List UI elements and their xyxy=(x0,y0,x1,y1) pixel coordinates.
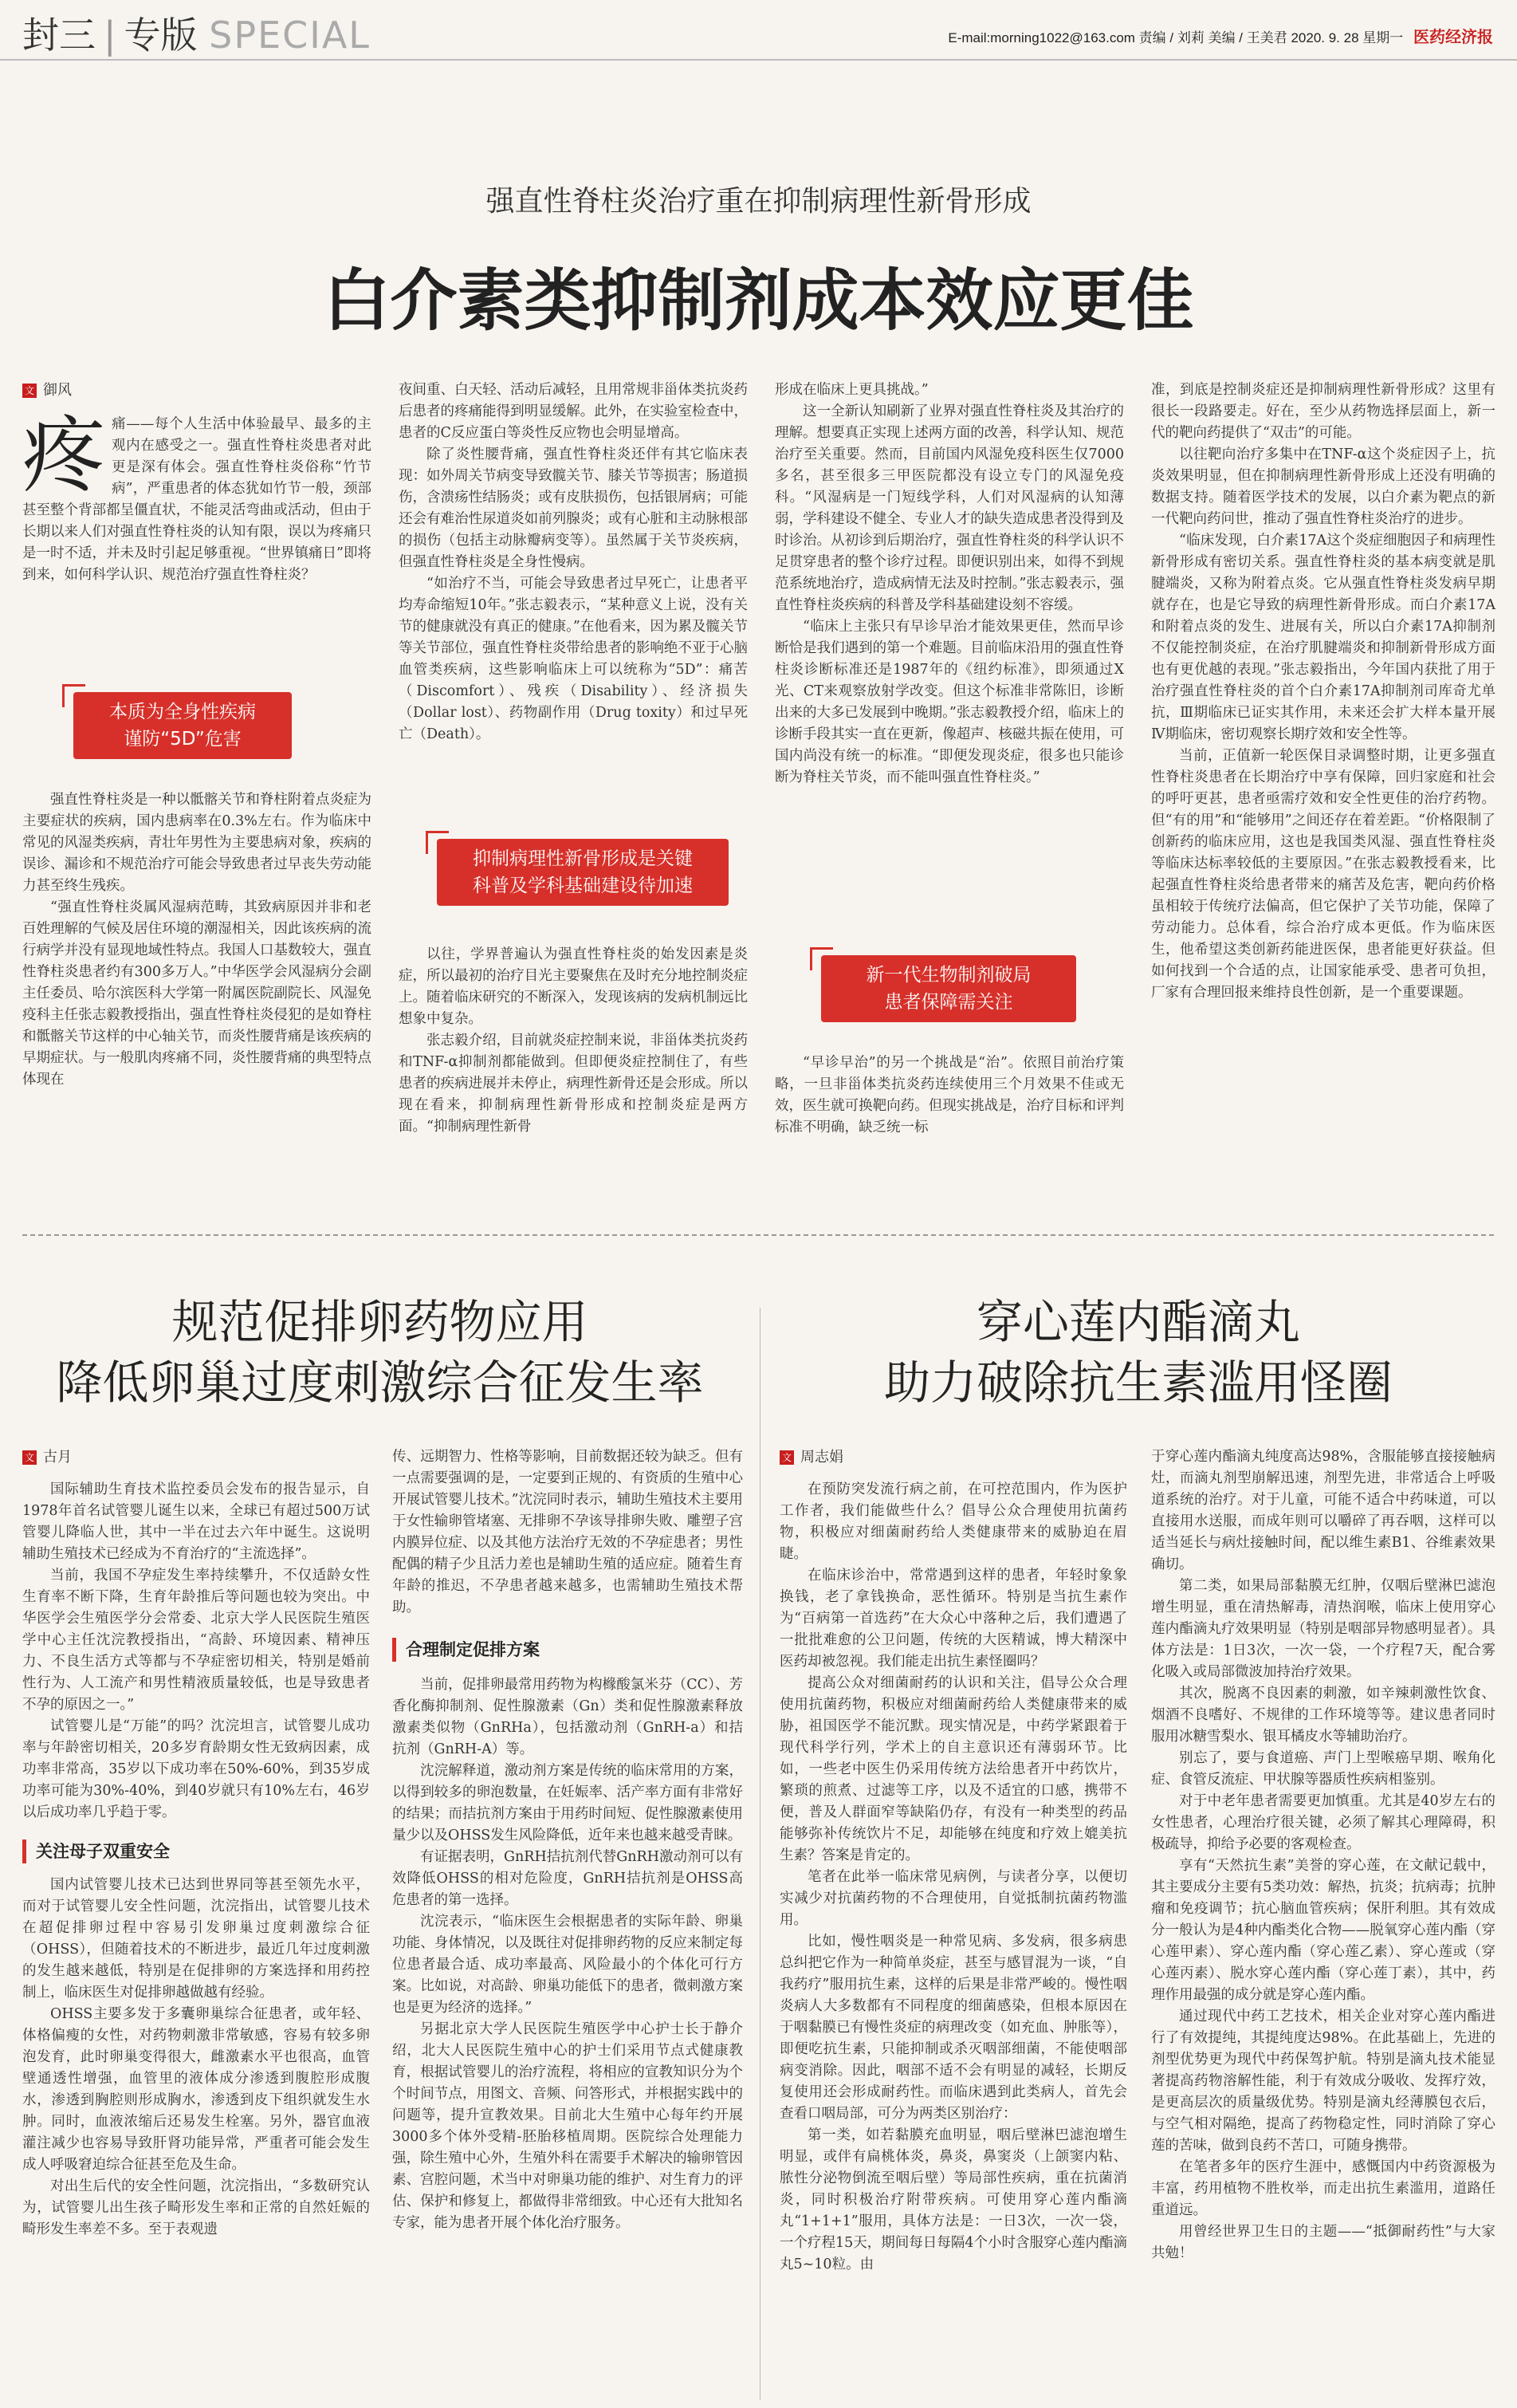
paragraph: 别忘了，要与食道癌、声门上型喉癌早期、喉角化症、食管反流症、甲状腺等器质性疾病相鉴别。 xyxy=(1151,1750,1495,1788)
article3-author: 周志娟 xyxy=(800,1449,843,1466)
paragraph: 提高公众对细菌耐药的认识和关注，倡导公众合理使用抗菌药物，积极应对细菌耐药给人类健康带来的威胁，祖国医学不能沉默。现实情况是，中药学紧跟着于现代科学行列，学术上的自主意识还有薄弱环节。比如，一些老中医生仍采用传统方法给患者开中药饮片，繁琐的煎煮、过滤等工序，以及不适宜的口感，携带不便，普及人群面窄等缺陷仍存，有没有一种类型的药品能够弥补传统饮片不足，却能够在纯度和疗效上媲美抗生素？答案是肯定的。 xyxy=(780,1675,1127,1863)
article1-intro: 痛——每个人生活中体验最早、最多的主观内在感受之一。强直性脊柱炎患者对此更是深有体会。强直性脊柱炎俗称“竹节病”，严重患者的体态犹如竹节一般，颈部甚至整个背部都呈僵直状，不能灵活弯曲或活动，但由于长期以来人们对强直性脊柱炎的认知有限，误以为疼痛只是一时不适，并未及时引起足够重视。“世界镇痛日”即将到来，如何科学认识、规范治疗强直性脊柱炎？ xyxy=(22,416,371,583)
article3-headline-line2: 助力破除抗生素滥用怪圈 xyxy=(883,1355,1393,1410)
paragraph: OHSS主要多发于多囊卵巢综合征患者，或年轻、体格偏瘦的女性，对药物刺激非常敏感，容易有较多卵泡发育，此时卵巢变得很大，雌激素水平也很高，血管壁通透性增强，血管里的液体成分渗透到腹腔形成腹水，渗透到胸腔则形成胸水，渗透到皮下组织就发生水肿。同时，血液浓缩后还易发生栓塞。另外，器官血液灌注减少也容易导致肝肾功能异常，严重者可能会发生成人呼吸窘迫综合征甚至危及生命。 xyxy=(22,2006,370,2173)
paragraph: 以往，学界普遍认为强直性脊柱炎的始发因素是炎症，所以最初的治疗目光主要聚焦在及时充分地控制炎症上。随着临床研究的不断深入，发现该病的发病机制远比想象中复杂。 xyxy=(399,946,748,1027)
paragraph: 笔者在此举一临床常见病例，与读者分享，以便切实减少对抗菌药物的不合理使用，自觉抵制抗菌药物滥用。 xyxy=(780,1869,1127,1928)
paragraph: 夜间重、白天轻、活动后减轻，且用常规非甾体类抗炎药后患者的疼痛能得到明显缓解。此外，在实验室检查中，患者的C反应蛋白等炎性反应物也会明显增高。 xyxy=(399,382,748,441)
subsection-heading: 关注母子双重安全 xyxy=(22,1839,370,1863)
article1-subhead: 强直性脊柱炎治疗重在抑制病理性新骨形成 xyxy=(485,185,1032,218)
drop-cap: 疼 xyxy=(22,407,106,504)
paragraph: 强直性脊柱炎是一种以骶髂关节和脊柱附着点炎症为主要症状的疾病，国内患病率在0.3%左右。作为临床中常见的风湿类疾病，青壮年男性为主要患病对象，疾病的误诊、漏诊和不规范治疗可能会导致患者过早丧失劳动能力甚至终生残疾。 xyxy=(22,792,371,894)
section-box-biologics: 新一代生物制剂破局 患者保障需关注 xyxy=(821,955,1076,1022)
newspaper-logo: 医药经济报 xyxy=(1413,29,1493,46)
paragraph: 张志毅介绍，目前就炎症控制来说，非甾体类抗炎药和TNF-α抑制剂都能做到。但即便炎症控制住了，有些患者的疾病进展并未停止，病理性新骨还是会形成。所以现在看来，抑制病理性新骨形成和控制炎症是两方面。“抑制病理性新骨 xyxy=(399,1033,748,1135)
article1-column-4 xyxy=(1151,380,1495,1004)
subsection-heading: 合理制定促排方案 xyxy=(392,1638,743,1662)
paragraph: 当前，促排卵最常用药物为构橼酸氯米芬（CC）、芳香化酶抑制剂、促性腺激素（Gn）类和促性腺激素释放激素类似物（GnRHa），包括激动剂（GnRH-a）和拮抗剂（GnRH-A）等。 xyxy=(392,1677,743,1757)
paragraph: 第一类，如若黏膜充血明显，咽后壁淋巴滤泡增生明显，或伴有扁桃体炎，鼻炎，鼻窦炎（上颌窦内粘、脓性分泌物倒流至咽后壁）等局部性疾病，重在抗菌消炎，同时积极治疗附带疾病。可使用穿心莲内酯滴丸“1+1+1”服用，具体方法是：一日3次，一次一袋，一个疗程15天，期间每日每隔4个小时含服穿心莲内酯滴丸5~10粒。由 xyxy=(780,2127,1127,2272)
paragraph: 通过现代中药工艺技术，相关企业对穿心莲内酯进行了有效提纯，其提纯度达98%。在此基础上，先进的剂型优势更为现代中药保驾护航。特别是滴丸技术能显著提高药物溶解性能，利于有效成分吸收、发挥疗效，是更高层次的质量级优势。特别是滴丸经薄膜包衣后，与空气相对隔绝，提高了药物稳定性，同时消除了穿心莲的苦味，做到良药不苦口，可随身携带。 xyxy=(1151,2009,1495,2154)
paragraph: 国内试管婴儿技术已达到世界同等甚至领先水平，而对于试管婴儿安全性问题，沈浣指出，试管婴儿技术在超促排卵过程中容易引发卵巢过度刺激综合征（OHSS），但随着技术的不断进步，最近几年过度刺激的发生越来越低，特别是在促排卵的方案选择和用药控制上，临床医生对促排卵越做越有经验。 xyxy=(22,1877,370,2001)
paragraph: 其次，脱离不良因素的刺激，如辛辣刺激性饮食、烟酒不良嗜好、不规律的工作环境等等。建议患者同时服用冰糖雪梨水、银耳橘皮水等辅助治疗。 xyxy=(1151,1686,1495,1745)
paragraph: 沈浣解释道，激动剂方案是传统的临床常用的方案，以得到较多的卵泡数量，在妊娠率、活产率方面有非常好的结果；而拮抗剂方案由于用药时间短、促性腺激素使用量少以及OHSS发生风险降低，近年来也越来越受青睐。 xyxy=(392,1763,743,1843)
section-title: 封三 | 专版 SPECIAL xyxy=(22,14,371,57)
paragraph: 对于中老年患者需要更加慎重。尤其是40岁左右的女性患者，心理治疗很关键，必须了解其心理障碍，积极疏导，抑给予必要的客观检查。 xyxy=(1151,1793,1495,1852)
article1-column-3-bottom xyxy=(775,1053,1124,1139)
article2-column-2 xyxy=(392,1446,743,2234)
article3-column-2 xyxy=(1151,1446,1495,2264)
section-divider xyxy=(22,1234,1494,1236)
article2-byline: 文 古月 xyxy=(22,1446,370,1468)
paragraph: 在笔者多年的医疗生涯中，感慨国内中药资源极为丰富，药用植物不胜枚举，而走出抗生素滥用，道路任重道远。 xyxy=(1151,2159,1495,2218)
paragraph: 以往靶向治疗多集中在TNF-α这个炎症因子上，抗炎效果明显，但在抑制病理性新骨形成上还没有明确的数据支持。随着医学技术的发展，以白介素为靶点的新一代靶向药问世，推动了强直性脊柱炎治疗的进步。 xyxy=(1151,447,1495,527)
article1-author: 御风 xyxy=(43,382,72,399)
paragraph: 用曾经世界卫生日的主题——“抵御耐药性”与大家共勉！ xyxy=(1151,2224,1495,2261)
article2-author: 古月 xyxy=(43,1449,72,1466)
section-box-new-bone: 抑制病理性新骨形成是关键 科普及学科基础建设待加速 xyxy=(437,839,729,906)
paragraph: 试管婴儿是“万能”的吗？沈浣坦言，试管婴儿成功率与年龄密切相关，20多岁育龄期女性无致病因素，成功率非常高，35岁以下成功率在50%-60%，到35岁成功率可能为30%-40%，到40岁就只有10%左右，46岁以后成功率几乎趋于零。 xyxy=(22,1718,370,1820)
article2-headline xyxy=(0,1292,760,1413)
article2-column-1 xyxy=(22,1446,370,2241)
paragraph: 另据北京大学人民医院生殖医学中心护士长于静介绍，北大人民医院生殖中心的护士们采用节点式健康教育，根据试管婴儿的治疗流程，将相应的宣教知识分为个个时间节点，用图文、音频、问答形式，并根据实践中的问题等，提升宣教效果。目前北大生殖中心每年约开展3000多个体外受精-胚胎移植周期。医院综合处理能力强，除生殖中心外，生殖外科在需要手术解决的输卵管因素、宫腔问题，术当中对卵巢功能的维护、对生育力的评估、保护和修复上，都做得非常细致。中心还有大批知名专家，能为患者开展个体化治疗服务。 xyxy=(392,2021,743,2231)
article3-column-1 xyxy=(780,1446,1127,2276)
page-section: 封三 xyxy=(22,14,96,57)
paragraph: 除了炎性腰背痛，强直性脊柱炎还伴有其它临床表现：如外周关节病变导致髋关节、膝关节等损害；肠道损伤，含溃疡性结肠炎；或有皮肤损伤，包括银屑病；可能还会有难治性尿道炎如前列腺炎；或有心脏和主动脉根部的损伤（包括主动脉瓣病变等）。虽然属于关节炎疾病，但强直性脊柱炎是全身性慢病。 xyxy=(399,447,748,570)
paragraph: “早诊早治”的另一个挑战是“治”。依照目前治疗策略，一旦非甾体类抗炎药连续使用三个月效果不佳或无效，医生就可换靶向药。但现实挑战是，治疗目标和评判标准不明确，缺乏统一标 xyxy=(775,1055,1124,1135)
paragraph: 第二类，如果局部黏膜无红肿，仅咽后壁淋巴滤泡增生明显，重在清热解毒，清热润喉，临床上使用穿心莲内酯滴丸疗效果明显（特别是咽部异物感明显者）。具体方法是：1日3次，一次一袋，一个疗程7天，配合雾化吸入或局部微波加持治疗效果。 xyxy=(1151,1578,1495,1680)
article1-column-1-body xyxy=(22,789,371,1091)
article1-column-1 xyxy=(22,380,371,586)
masthead-rule xyxy=(0,59,1517,61)
paragraph: 准，到底是控制炎症还是抑制病理性新骨形成？这里有很长一段路要走。好在，至少从药物选择层面上，新一代的靶向药提供了“双击”的可能。 xyxy=(1151,382,1495,441)
column-name-en: SPECIAL xyxy=(209,14,371,57)
article3-headline xyxy=(760,1292,1517,1413)
paragraph: 沈浣表示，“临床医生会根据患者的实际年龄、卵巢功能、身体情况，以及既往对促排卵药物的反应来制定每位患者最合适、成功率最高、风险最小的个体化可行方案。比如说，对高龄、卵巢功能低下的患者，微刺激方案也是更为经济的选择。” xyxy=(392,1914,743,2016)
paragraph: “如治疗不当，可能会导致患者过早死亡，让患者平均寿命缩短10年。”张志毅表示，“某种意义上说，没有关节的健康就没有真正的健康。”在他看来，因为累及髋关节等关节部位，强直性脊柱炎带给患者的影响绝不亚于心脑血管类疾病，这些影响临床上可以统称为“5D”：痛苦（Discomfort）、残疾（Disability）、经济损失（Dollar lost）、药物副作用（Drug toxity）和过早死亡（Death）。 xyxy=(399,576,748,742)
paragraph: 在临床诊治中，常常遇到这样的患者，年轻时象象换钱，老了拿钱换命，恶性循环。特别是当抗生素作为“百病第一首选药”在大众心中落种之后，我们遭遇了一批批难愈的公卫问题，传统的大医精诚，博大精深中医药却被忽视。我们能走出抗生素怪圈吗？ xyxy=(780,1568,1127,1670)
paragraph: 这一全新认知刷新了业界对强直性脊柱炎及其治疗的理解。想要真正实现上述两方面的改善，科学认知、规范治疗至关重要。然而，目前国内风湿免疫科医生仅7000多名，甚至很多三甲医院都没有设立专门的风湿免疫科。“风湿病是一门短线学科，人们对风湿病的认知薄弱，学科建设不健全、专业人才的缺失造成患者没得到及时诊治。从初诊到后期治疗，强直性脊柱炎的科学认识不足贯穿患者的整个诊疗过程。即便识别出来，如得不到规范系统地治疗，造成病情无法及时控制。”张志毅表示，强直性脊柱炎疾病的科普及学科基础建设刻不容缓。 xyxy=(775,403,1124,613)
article3-headline-line1: 穿心莲内酯滴丸 xyxy=(976,1295,1300,1349)
paragraph: 于穿心莲内酯滴丸纯度高达98%，含服能够直接接触病灶，而滴丸剂型崩解迅速，剂型先进，非常适合上呼吸道系统的治疗。对于儿童，可能不适合中药味道，可以直接用水送服，而成年则可以嚼碎了再吞咽，这样可以适当延长与病灶接触时间，配以维生素B1、谷维素效果确切。 xyxy=(1151,1449,1495,1572)
paragraph: 享有“天然抗生素”美誉的穿心莲，在文献记载中，其主要成分主要有5类功效：解热，抗炎；抗病毒；抗肿瘤和免疫调节；抗心脑血管疾病；保肝利胆。其有效成分一般认为是4种内酯类化合物——脱氧穿心莲内酯（穿心莲甲素）、穿心莲内酯（穿心莲乙素）、穿心莲或（穿心莲丙素）、脱水穿心莲内酯（穿心莲丁素），其中，药理作用最强的成分就是穿心莲内酯。 xyxy=(1151,1858,1495,2003)
editor-info: E-mail:morning1022@163.com 责编 / 刘莉 美编 / 王美君 2020. 9. 28 星期一 xyxy=(948,30,1404,45)
column-name: 专版 xyxy=(124,14,198,57)
article1-column-2-bottom xyxy=(399,944,748,1138)
paragraph: 当前，正值新一轮医保目录调整时期，让更多强直性脊柱炎患者在长期治疗中享有保障，回归家庭和社会的呼吁更甚，患者亟需疗效和安全性更佳的治疗药物。但“有的用”和“能够用”之间还存在着差距。“价格限制了创新药的临床应用，这也是我国类风湿、强直性脊柱炎等临床达标率较低的主要原因。”在张志毅教授看来，比起强直性脊柱炎给患者带来的痛苦及危害，靶向药价格虽相较于传统疗法偏高，但它保护了关节功能，保障了劳动能力。总体看，综合治疗成本更低。作为临床医生，他希望这类创新药能进医保，患者能更好获益。但如何找到一个合适的点，让国家能承受、患者可负担，厂家有合理回报来维持良性创新，是一个重要课题。 xyxy=(1151,748,1495,1001)
article3-byline: 文 周志娟 xyxy=(780,1446,1127,1468)
masthead xyxy=(0,0,1517,64)
paragraph: 当前，我国不孕症发生率持续攀升，不仅适龄女性生育率不断下降，生育年龄推后等问题也较为突出。中华医学会生殖医学分会常委、北京大学人民医院生殖医学中心主任沈浣教授指出，“高龄、环境因素、精神压力、不良生活方式等都与不孕症密切相关，特别是婚前性行为、人工流产和男性精液质量较低，也是导致患者不孕的原因之一。” xyxy=(22,1568,370,1713)
paragraph: 传、远期智力、性格等影响，目前数据还较为缺乏。但有一点需要强调的是，一定要到正规的、有资质的生殖中心开展试管婴儿技术。”沈浣同时表示，辅助生殖技术主要用于女性输卵管堵塞、无排卵不孕该导排卵失败、雕塑子宫内膜异位症、以及其他方法治疗无效的不孕症患者；男性配偶的精子少且活力差也是辅助生殖的适应症。随着生育年龄的推迟，不孕患者越来越多，也需辅助生殖技术帮助。 xyxy=(392,1449,743,1615)
paragraph: “强直性脊柱炎属风湿病范畴，其致病原因并非和老百姓理解的气候及居住环境的潮湿相关，因此该疾病的流行病学并没有显现地域性特点。我国人口基数较大，强直性脊柱炎患者约有300多万人。”中华医学会风湿病分会副主任委员、哈尔滨医科大学第一附属医院副院长、风湿免疫科主任张志毅教授指出，强直性脊柱炎侵犯的是如脊柱和骶髂关节这样的中心轴关节，而炎性腰背痛是该疾病的早期症状。与一般肌肉疼痛不同，炎性腰背痛的典型特点体现在 xyxy=(22,899,371,1088)
article1-headline: 白介素类抑制剂成本效应更佳 xyxy=(323,262,1194,340)
paragraph: 国际辅助生育技术监控委员会发布的报告显示，自1978年首名试管婴儿诞生以来，全球已有超过500万试管婴儿降临人世，其中一半在过去六年中诞生。这说明辅助生殖技术已经成为不育治疗的“主流选择”。 xyxy=(22,1481,370,1562)
section-box-5d: 本质为全身性疾病 谨防“5D”危害 xyxy=(73,692,292,759)
article1-column-2 xyxy=(399,380,748,746)
paragraph: 有证据表明，GnRH拮抗剂代替GnRH激动剂可以有效降低OHSS的相对危险度，GnRH拮抗剂是OHSS高危患者的第一选择。 xyxy=(392,1849,743,1908)
masthead-meta xyxy=(948,24,1493,47)
article2-headline-line2: 降低卵巢过度刺激综合征发生率 xyxy=(56,1355,704,1410)
paragraph: “临床上主张只有早诊早治才能效果更佳，然而早诊断恰是我们遇到的第一个难题。目前临床沿用的强直性脊柱炎诊断标准还是1987年的《纽约标准》，即须通过X光、CT来观察放射学改变。但这个标准非常陈旧，诊断出来的大多已发展到中晚期。”张志毅教授介绍，临床上的诊断手段其实一直在更新，像超声、核磁共振在使用，可国内尚没有统一的标准。“即便发现炎症，很多也只能诊断为脊柱关节炎，而不能叫强直性脊柱炎。” xyxy=(775,619,1124,785)
paragraph: 对出生后代的安全性问题，沈浣指出，“多数研究认为，试管婴儿出生孩子畸形发生率和正常的自然妊娠的畸形发生率差不多。至于表观遗 xyxy=(22,2178,370,2237)
paragraph: “临床发现，白介素17A这个炎症细胞因子和病理性新骨形成有密切关系。强直性脊柱炎的基本病变就是肌腱端炎，又称为附着点炎。它从强直性脊柱炎发病早期就存在，也是它导致的病理性新骨形成。而白介素17A和附着点炎的发生、进展有关，所以白介素17A抑制剂不仅能控制炎症，在治疗肌腱端炎和抑制新骨形成方面也有更优越的表现。”张志毅指出，今年国内获批了用于治疗强直性脊柱炎的首个白介素17A抑制剂司库奇尤单抗，Ⅲ期临床已证实其作用，未来还会扩大样本量开展Ⅳ期临床，密切观察长期疗效和安全性等。 xyxy=(1151,533,1495,742)
paragraph: 比如，慢性咽炎是一种常见病、多发病，很多病患总纠把它作为一种简单炎症，甚至与感冒混为一谈，“自我药疗”服用抗生素，这样的后果是非常严峻的。慢性咽炎病人大多数都有不同程度的细菌感染，但根本原因在于咽黏膜已有慢性炎症的病理改变（如充血、肿胀等），即便吃抗生素，只能抑制或杀灭咽部细菌，不能使咽部病变消除。因此，咽部不适不会有明显的减轻，长期反复使用还会形成耐药性。而临床遇到此类病人，首先会查看口咽局部，可分为两类区别治疗： xyxy=(780,1934,1127,2122)
article2-headline-line1: 规范促排卵药物应用 xyxy=(171,1295,588,1349)
paragraph: 在预防突发流行病之前，在可控范围内，作为医护工作者，我们能做些什么？倡导公众合理使用抗菌药物，积极应对细菌耐药给人类健康带来的威胁迫在眉睫。 xyxy=(780,1481,1127,1562)
paragraph: 形成在临床上更具挑战。” xyxy=(775,382,929,398)
article1-byline: 文 御风 xyxy=(22,380,371,401)
article1-column-3 xyxy=(775,380,1124,789)
